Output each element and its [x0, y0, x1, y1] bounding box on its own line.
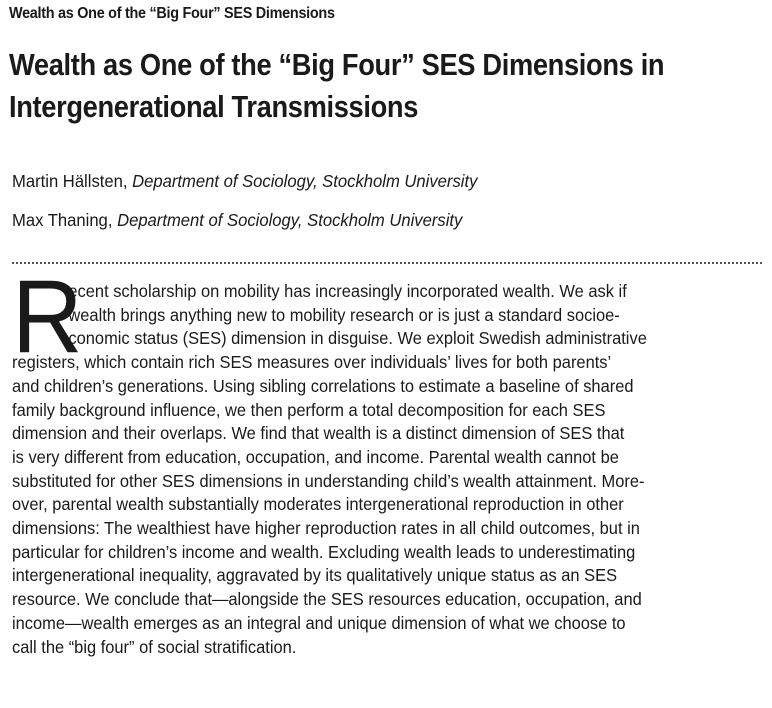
running-head: Wealth as One of the “Big Four” SES Dimensions	[9, 5, 335, 22]
abstract-line: conomic status (SES) dimension in disguise. We exploit Swedish administrative	[68, 328, 647, 349]
abstract-line: registers, which contain rich SES measures over individuals’ lives for both parents’	[12, 352, 612, 373]
abstract-line: intergenerational inequality, aggravated by its qualitatively unique status as an SES	[12, 565, 618, 586]
author-affiliation: Department of Sociology, Stockholm University	[117, 210, 463, 230]
article-title	[9, 44, 713, 128]
author-name: Max Thaning	[12, 210, 108, 230]
abstract-line: dimensions: The wealthiest have higher reproduction rates in all child outcomes, but in	[12, 518, 640, 539]
abstract-line: particular for children’s income and wealth. Excluding wealth leads to underestimating	[12, 541, 636, 562]
abstract-line: is very different from education, occupation, and income. Parental wealth cannot be	[12, 446, 619, 467]
abstract-line: ecent scholarship on mobility has increasingly incorporated wealth. We ask if	[68, 281, 627, 301]
author-name: Martin Hällsten	[12, 171, 123, 191]
dotted-divider	[12, 262, 762, 264]
abstract-line: resource. We conclude that—alongside the SES resources education, occupation, and	[12, 589, 642, 610]
abstract-line: wealth brings anything new to mobility research or is just a standard socioe-	[68, 304, 620, 325]
title-line: Wealth as One of the “Big Four” SES Dimensions in	[9, 47, 665, 82]
title-line: Intergenerational Transmissions	[9, 89, 419, 124]
abstract	[12, 259, 764, 659]
abstract-line: dimension and their overlaps. We find that wealth is a distinct dimension of SES that	[12, 423, 625, 444]
drop-cap: R	[12, 259, 83, 375]
abstract-line: substituted for other SES dimensions in understanding child’s wealth attainment. More-	[12, 470, 645, 491]
abstract-line: call the “big four” of social stratification.	[12, 636, 297, 657]
abstract-line: family background influence, we then perform a total decomposition for each SES	[12, 399, 606, 420]
author-1: Martin Hällsten, Department of Sociology, Stockholm University	[12, 171, 478, 191]
author-affiliation: Department of Sociology, Stockholm University	[132, 171, 478, 191]
author-2: Max Thaning, Department of Sociology, Stockholm University	[12, 210, 463, 230]
abstract-line: over, parental wealth substantially moderates intergenerational reproduction in other	[12, 494, 624, 515]
abstract-line: and children’s generations. Using sibling correlations to estimate a baseline of shared	[12, 375, 634, 396]
abstract-line: income—wealth emerges as an integral and unique dimension of what we choose to	[12, 612, 626, 633]
